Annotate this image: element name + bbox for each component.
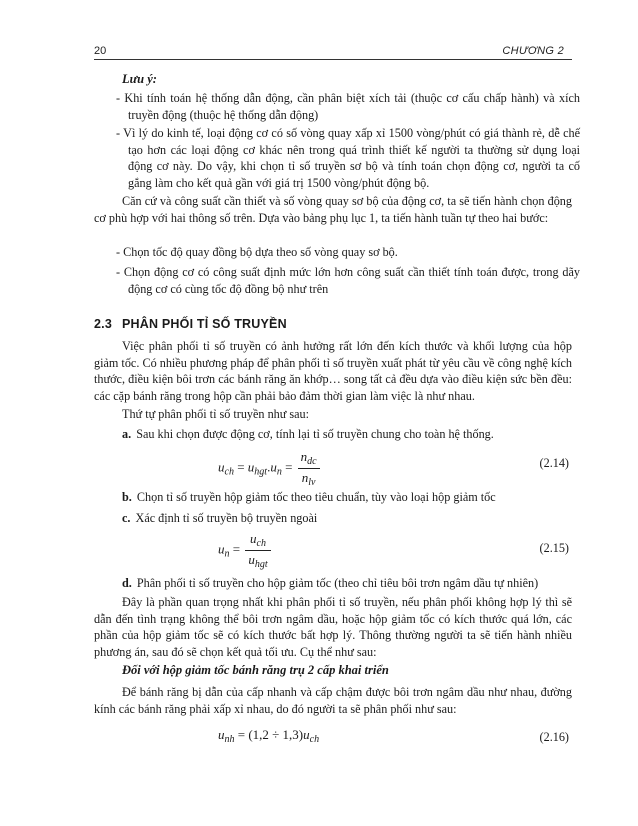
intro-paragraph: Căn cứ và công suất cần thiết và số vòng quay sơ bộ của động cơ, ta sẽ tiến hành chọn động cơ phù hợp với hai thông số trên. Dựa vào bảng phụ lục 1, ta tiến hành tuần tự theo hai bước: [94,194,572,225]
section-heading [94,317,287,331]
page-number: 20 [94,45,107,57]
section-paragraph-1: Việc phân phối tỉ số truyền có ảnh hưởng rất lớn đến kích thước và khối lượng của hộp giảm tốc. Có nhiều phương pháp để phân phối tỉ số truyền xuất phát từ yêu cầu về công nghệ kích thước, điều kiện bôi trơn các bánh răng ăn khớp… song tất cả đều dựa vào điều kiện sức bền đều: các cặp bánh răng trong hộp cần phải bảo đảm thời gian làm việc là như nhau. [94,339,572,403]
step-c-text: Xác định tỉ số truyền bộ truyền ngoài [135,511,318,525]
step-d-text: Phân phối tỉ số truyền cho hộp giảm tốc (theo chỉ tiêu bôi trơn ngâm dầu tự nhiên) [136,576,539,590]
section-number: 2.3 [94,317,112,331]
step-b [122,489,572,506]
subheading: Đối với hộp giảm tốc bánh răng trụ 2 cấp khai triển [122,663,389,677]
eq1-fraction: $\frac{n_{dc}}{n_{lv}}$ [298,449,320,488]
equation-label-2-16: (2.16) [539,730,569,744]
header-rule [94,59,572,60]
step-b-text: Chọn tỉ số truyền hộp giảm tốc theo tiêu chuẩn, tùy vào loại hộp giảm tốc [136,490,496,504]
intro-step-2: - Chọn động cơ có công suất định mức lớn hơn công suất cần thiết tính toán được, trong dãy động cơ có cùng tốc độ đồng bộ như trên [116,265,580,296]
eq2-fraction: $\frac{u_{ch}}{u_{hgt}}$ [245,531,270,570]
equation-label-2-14: (2.14) [539,456,569,470]
note-bullet-1: - Khi tính toán hệ thống dẫn động, cần phân biệt xích tải (thuộc cơ cấu chấp hành) và xích truyền động (thuộc hệ thống dẫn động) [116,91,580,122]
step-a [122,426,572,443]
section-paragraph-3: Để bánh răng bị dẫn của cấp nhanh và cấp chậm được bôi trơn ngâm dầu như nhau, đường kính các bánh răng phải xấp xỉ nhau, do đó người ta sẽ phân phối như sau: [94,685,572,716]
equation-2-16: $u_{nh} = (1,2 \div 1,3)u_{ch}$ [218,727,320,745]
equation-2-14: $u_{ch} = u_{hgt}.u_n$ = $\frac{n_{dc}}{n_{lv}}$ [218,449,322,488]
step-a-text: Sau khi chọn được động cơ, tính lại tỉ số truyền chung cho toàn hệ thống. [136,427,494,441]
section-title: PHÂN PHỐI TỈ SỐ TRUYỀN [121,317,287,331]
step-a-label: a. [122,427,132,441]
section-paragraph-2: Đây là phần quan trọng nhất khi phân phối tỉ số truyền, nếu phân phối không hợp lý thì sẽ dẫn đến tình trạng không thể bôi trơn ngâm dầu, hoặc hộp giảm tốc có kích thước quá lớn, các phần của hộp giảm tốc sẽ có kích thước bất hợp lý. Thông thường người ta sẽ tiến hành nhiều phương án, sau đó sẽ chọn kết quả tối ưu. Cụ thể như sau: [94,595,572,659]
step-c-label: c. [122,511,131,525]
order-intro: Thứ tự phân phối tỉ số truyền như sau: [122,407,310,421]
step-d [122,575,572,592]
intro-step-1: - Chọn tốc độ quay đồng bộ dựa theo số vòng quay sơ bộ. [116,245,398,259]
chapter-header: CHƯƠNG 2 [502,45,564,57]
step-b-label: b. [122,490,132,504]
step-c [122,510,572,527]
step-d-label: d. [122,576,132,590]
equation-2-15: $u_n$ = $\frac{u_{ch}}{u_{hgt}}$ [218,531,273,570]
note-title: Lưu ý: [122,72,157,86]
equation-label-2-15: (2.15) [539,541,569,555]
note-bullet-2: - Vì lý do kinh tế, loại động cơ có số vòng quay xấp xỉ 1500 vòng/phút có giá thành rẻ, dễ chế tạo hơn các loại động cơ khác nên trong quá trình thiết kế người ta thường sử dụng loại động cơ này. Do vậy, khi chọn tỉ số truyền sơ bộ và tính toán chọn động cơ, người ta cố gắng làm cho kết quả gần với giá trị 1500 vòng/phút động bộ. [116,126,580,190]
